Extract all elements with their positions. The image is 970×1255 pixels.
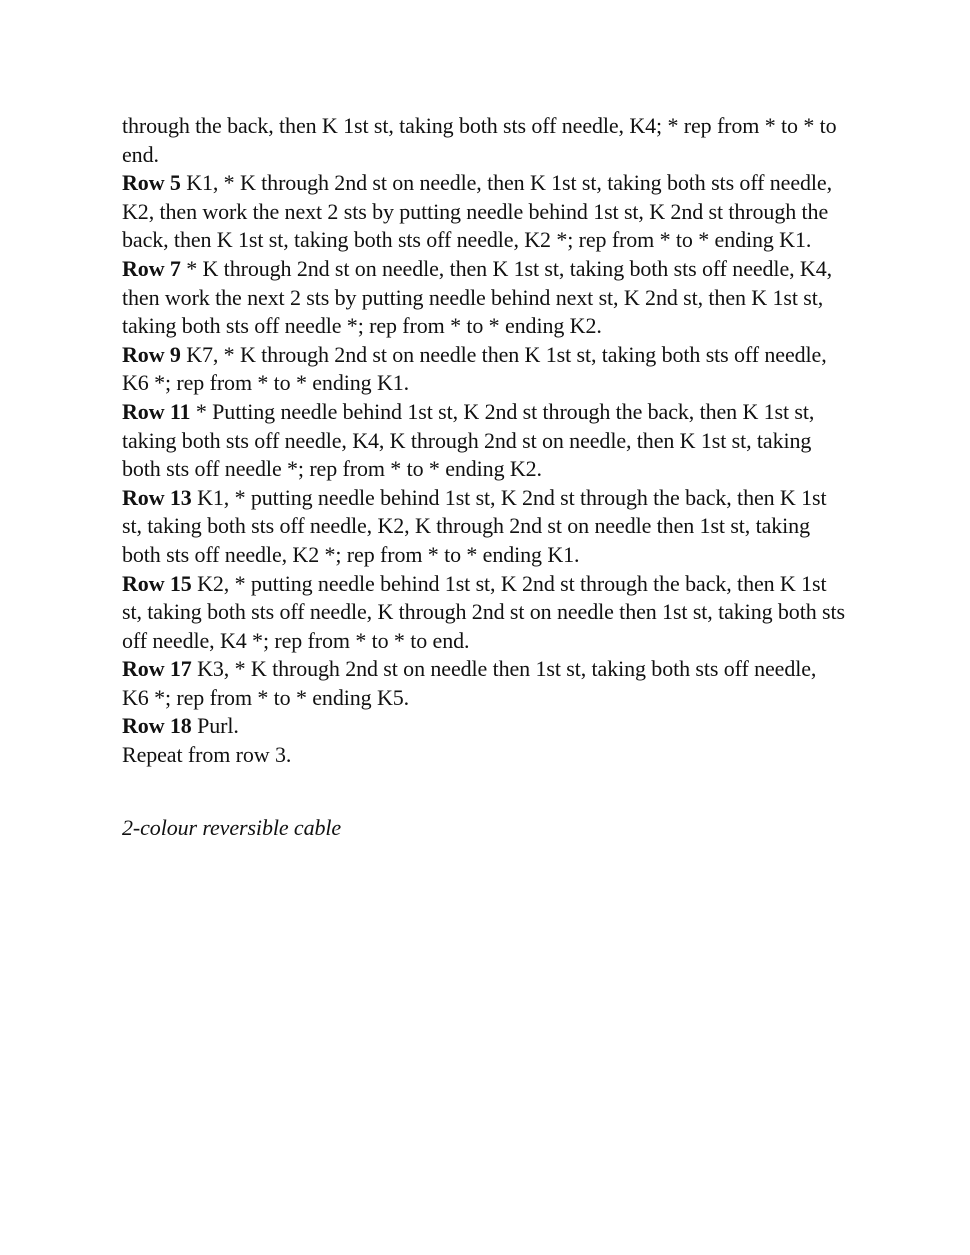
row-label: Row 17 <box>122 656 192 682</box>
row-instructions: K2, * putting needle behind 1st st, K 2nd st through the back, then K 1st st, taking both sts off needle, K through 2nd st on needle then 1st st, taking both sts off needle, K4 *; rep from * to * to end. <box>122 570 845 653</box>
row-instructions: * K through 2nd st on needle, then K 1st st, taking both sts off needle, K4, then work the next 2 sts by putting needle behind next st, K 2nd st, then K 1st st, taking both sts off needle *; rep from * to * ending K2. <box>122 255 832 339</box>
row-instructions: * Putting needle behind 1st st, K 2nd st through the back, then K 1st st, taking both sts off needle, K4, K through 2nd st on needle, then K 1st st, taking both sts off needle *; rep from * to * ending K2. <box>122 398 815 482</box>
row-label: Row 15 <box>122 570 192 596</box>
row-label: Row 7 <box>122 255 181 281</box>
pattern-row-11 <box>122 398 848 484</box>
repeat-note: Repeat from row 3. <box>122 742 292 768</box>
pattern-row-18 <box>122 712 848 741</box>
pattern-continuation-paragraph: through the back, then K 1st st, taking both sts off needle, K4; * rep from * to * to end. <box>122 113 837 167</box>
row-label: Row 18 <box>122 713 192 739</box>
row-label: Row 13 <box>122 484 192 510</box>
pattern-row-9 <box>122 341 848 398</box>
row-label: Row 11 <box>122 398 191 424</box>
row-instructions: K1, * K through 2nd st on needle, then K 1st st, taking both sts off needle, K2, then work the next 2 sts by putting needle behind 1st st, K 2nd st through the back, then K 1st st, taking both sts off needle, K2 *; rep from * to * ending K1. <box>122 170 832 253</box>
section-title: 2-colour reversible cable <box>122 814 342 840</box>
pattern-row-7 <box>122 255 848 341</box>
knitting-pattern-text <box>122 112 848 842</box>
row-instructions: Purl. <box>197 713 239 739</box>
row-instructions: K7, * K through 2nd st on needle then K 1st st, taking both sts off needle, K6 *; rep from * to * ending K1. <box>122 341 827 396</box>
pattern-row-5 <box>122 169 848 255</box>
row-instructions: K3, * K through 2nd st on needle then 1st st, taking both sts off needle, K6 *; rep from * to * ending K5. <box>122 656 817 710</box>
row-instructions: K1, * putting needle behind 1st st, K 2nd st through the back, then K 1st st, taking both sts off needle, K2, K through 2nd st on needle then 1st st, taking both sts off needle, K2 *; rep from * to * ending K1. <box>122 484 827 567</box>
row-label: Row 9 <box>122 341 181 367</box>
pattern-row-15 <box>122 570 848 656</box>
row-label: Row 5 <box>122 170 181 196</box>
pattern-row-13 <box>122 484 848 570</box>
pattern-row-17 <box>122 655 848 712</box>
